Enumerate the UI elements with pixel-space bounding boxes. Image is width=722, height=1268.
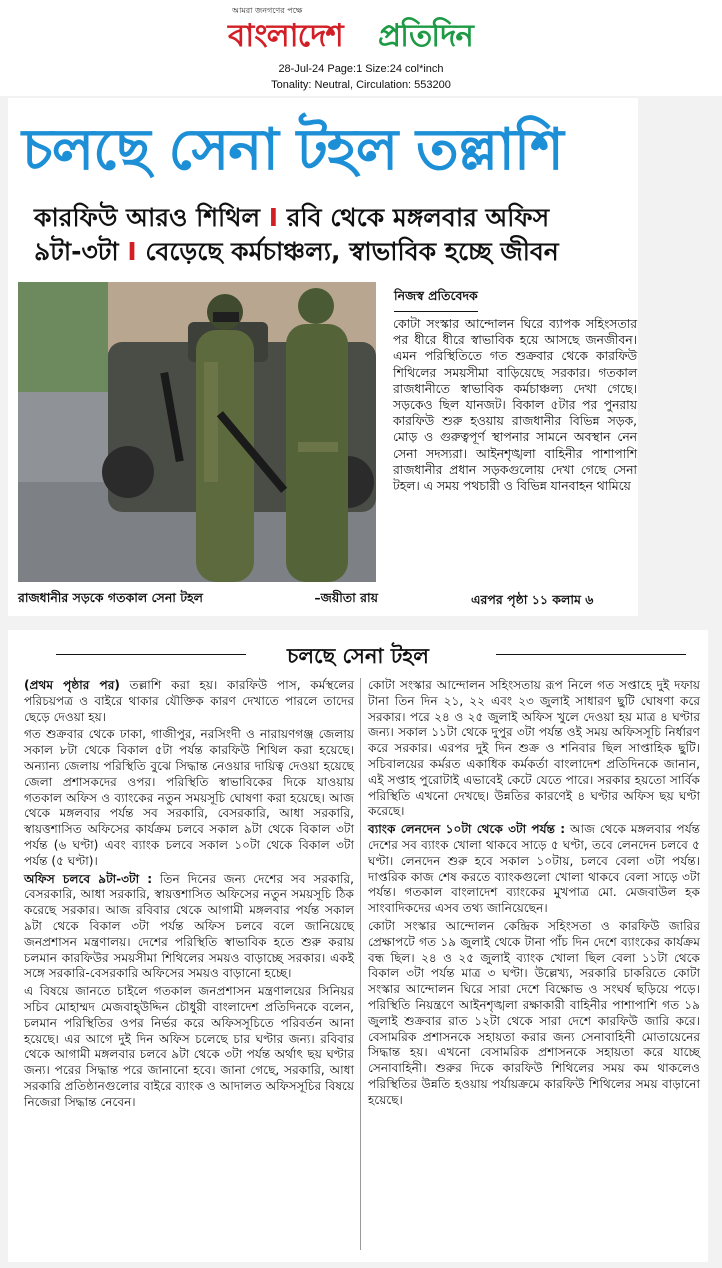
photo-credit: –জয়ীতা রায় [314, 590, 378, 605]
news-photo [18, 282, 376, 582]
subheadline-part: ৯টা-৩টা [34, 237, 119, 266]
separator-bar: I [118, 237, 146, 266]
paragraph [368, 822, 700, 917]
photo-caption [18, 590, 384, 610]
jump-headline: চলছে সেনা টহল [287, 644, 429, 668]
paragraph: কোটা সংস্কার আন্দোলন সহিংসতায় রূপ নিলে গত সপ্তাহে দুই দফায় টানা তিন দিন ২১, ২২ এবং ২৩ জুলাই সাধারণ ছুটি ঘোষণা করে সরকার। পরে ২৪ ও ২৫ জুলাই অফিস খুলে দেওয়া হয় মাত্র ৪ ঘণ্টার জন্য। সকাল ১১টা থেকে দুপুর ৩টা পর্যন্ত ওই সময় অফিসসূচি নির্ধারণ করে সরকার। এরপর দুই দিন শুক্র ও শনিবার ছিল সাপ্তাহিক ছুটি। সচিবালয়ের কর্মরত একাধিক কর্মকর্তা বাংলাদেশ প্রতিদিনকে জানান, এই সপ্তাহ পুরোটাই এভাবেই কেটে যেতে পারে। সরকার হয়তো সার্বিক পরিস্থিতি এখনো দেখছে। উন্নতির কারণেই ৪ ঘণ্টার অফিস ছয় ঘণ্টা করেছে। [368, 678, 700, 819]
paragraph-text: তল্লাশি করা হয়। কারফিউ পাস, কর্মস্থলের পরিচয়পত্র ও বাইরে থাকার যৌক্তিক কারণ দেখাতে পারলে তাদের ছেড়ে দেওয়া হয়। [24, 678, 354, 724]
tonality-info: Tonality: Neutral, Circulation: 553200 [271, 79, 451, 91]
soldiers-patrol-photo [18, 282, 376, 582]
paragraph-lead: (প্রথম পৃষ্ঠার পর) [24, 678, 120, 692]
paragraph-lead: ব্যাংক লেনদেন ১০টা থেকে ৩টা পর্যন্ত : [368, 822, 566, 837]
print-info: 28-Jul-24 Page:1 Size:24 col*inch [278, 63, 444, 75]
subheadline-line1 [34, 202, 549, 234]
headline: চলছে সেনা টহল তল্লাশি [22, 117, 563, 183]
paragraph-text: তিন দিনের জন্য দেশের সব সরকারি, বেসরকারি, আধা সরকারি, স্বায়ত্তশাসিত অফিসের নতুন সময়সূচি ঠিক করেছে সরকার। আজ রবিবার থেকে আগামী মঙ্গলবার পর্যন্ত সকাল ৯টা থেকে বিকাল ৩টা পর্যন্ত অফিস চলবে বলে জানিয়েছে জনপ্রশাসন মন্ত্রণালয়। দেশের পরিস্থিতি স্বাভাবিক হতে শুরু করায় চলমান কারফিউর সময়সীমা শিথিলের সময়ও বাড়াচ্ছে সরকার। একই সঙ্গে সরকারি-বেসরকারি অফিসের সময়ও বাড়ানো হচ্ছে। [24, 871, 355, 981]
article-column-left [24, 678, 354, 1113]
subheadline-line2 [34, 236, 559, 268]
paragraph [24, 678, 354, 725]
paragraph: গত শুক্রবার থেকে ঢাকা, গাজীপুর, নরসিংদী ও নারায়ণগঞ্জ জেলায় সকাল ৮টা থেকে বিকাল ৫টা পর্যন্ত কারফিউ শিথিল করা হয়েছে। অন্যান্য জেলায় পরিস্থিতি বুঝে সিদ্ধান্ত নেওয়ার দায়িত্ব দেওয়া হয়েছে জেলা প্রশাসকদের ওপর। পরিস্থিতি স্বাভাবিকের দিকে যাওয়ায় গতকাল অফিস ও ব্যাংকের নতুন সময়সূচি ঘোষণা করা হয়েছে। আজ থেকে মঙ্গলবার পর্যন্ত সব সরকারি, বেসরকারি, আধা সরকারি, স্বায়ত্তশাসিত অফিসের কার্যক্রম চলবে সকাল ৯টা থেকে বিকাল ৩টা পর্যন্ত (৬ ঘণ্টা) এবং ব্যাংক চলবে সকাল ১০টা থেকে বিকাল ৩টা পর্যন্ত (৫ ঘণ্টা)। [24, 727, 354, 868]
front-page-clip [8, 98, 638, 616]
column-divider [360, 678, 361, 1250]
inside-page-clip [8, 630, 708, 1262]
paragraph [24, 872, 354, 983]
logo-part1: বাংলাদেশ [228, 18, 343, 54]
newspaper-logo [228, 12, 500, 56]
logo-part2: প্রতিদিন [378, 18, 473, 54]
separator-bar: I [260, 203, 287, 232]
article-intro: কোটা সংস্কার আন্দোলন ঘিরে ব্যাপক সহিংসতার পর ধীরে ধীরে স্বাভাবিক হয়ে আসছে জনজীবন। এমন পরিস্থিতিতে গত শুক্রবার থেকে কারফিউ শিথিলের সময়সীমা বাড়িয়েছে সরকার। গতকাল রাজধানীতে স্বাভাবিক কর্মচাঞ্চল্য দেখা গেছে। সড়কেও ছিল যানজট। বিকাল ৫টার পর পুনরায় কারফিউ শুরু হওয়ায় রাজধানীর বিভিন্ন সড়ক, মোড় ও গুরুত্বপূর্ণ স্থাপনার সামনে অবস্থান নেন সেনা সদস্যরা। আইনশৃঙ্খলা বাহিনীর পাশাপাশি রাজধানীর প্রধান সড়কগুলোয় দেখা গেছে সেনা টহল। এ সময় পথচারী ও বিভিন্ন যানবাহন থামিয়ে [393, 317, 637, 494]
masthead [0, 0, 722, 96]
paragraph-text: আজ থেকে মঙ্গলবার পর্যন্ত দেশের সব ব্যাংক খোলা থাকবে সাড়ে ৫ ঘণ্টা, তবে লেনদেন চলবে ৫ ঘণ্টা। লেনদেন শুরু হবে সকাল ১০টায়, চলবে বেলা ৩টা পর্যন্ত। দাপ্তরিক কাজ শেষ করতে ব্যাংকগুলো খোলা থাকবে বেলা সাড়ে ৩টা পর্যন্ত। গতকাল বাংলাদেশ ব্যাংকের মুখপাত্র মো. মেজবাউল হক সাংবাদিকদের এসব তথ্য জানিয়েছেন। [368, 822, 700, 916]
subheadline-part: বেড়েছে কর্মচাঞ্চল্য, স্বাভাবিক হচ্ছে জীবন [145, 237, 559, 266]
paragraph: কোটা সংস্কার আন্দোলন কেন্দ্রিক সহিংসতা ও কারফিউ জারির প্রেক্ষাপটে গত ১৯ জুলাই থেকে টানা পাঁচ দিন দেশে ব্যাংকের কার্যক্রম বন্ধ ছিল। ২৪ ও ২৫ জুলাই ব্যাংক খোলা ছিল বেলা ১১টা থেকে বিকাল ৩টা পর্যন্ত মাত্র ৩ ঘণ্টা। উল্লেখ্য, সরকারি চাকরিতে কোটা সংস্কার আন্দোলন ঘিরে সারা দেশে বিক্ষোভ ও সংঘর্ষ ছড়িয়ে পড়ে। পরিস্থিতি নিয়ন্ত্রণে আইনশৃঙ্খলা রক্ষাকারী বাহিনীর পাশাপাশি গত ১৯ জুলাই শুক্রবার রাত ১২টা থেকে সারা দেশে কারফিউ জারি করে। বেসামরিক প্রশাসনকে সহায়তা করার জন্য সেনাবাহিনী মোতায়েনের সিদ্ধান্ত হয়। এখনো বেসামরিক প্রশাসনকে সহায়তা করে যাচ্ছে সেনাবাহিনী। শুরুর দিকে কারফিউ শিথিলের সময় কম থাকলেও পরিস্থিতির উন্নতি হওয়ায় পর্যায়ক্রমে কারফিউ শিথিলের সময় বাড়ানো হয়েছে। [368, 918, 700, 1107]
title-rule-right [496, 654, 686, 655]
article-column-right [368, 678, 700, 1111]
paragraph-lead: অফিস চলবে ৯টা-৩টা : [24, 871, 153, 886]
byline: নিজস্ব প্রতিবেদক [394, 288, 478, 312]
paragraph: এ বিষয়ে জানতে চাইলে গতকাল জনপ্রশাসন মন্ত্রণালয়ের সিনিয়র সচিব মোহাম্মদ মেজবাহ্উদ্দিন চৌধুরী বাংলাদেশ প্রতিদিনকে বলেন, চলমান পরিস্থিতির ওপর নির্ভর করে অফিসসূচিতে পরিবর্তন আনা হয়েছে। এর আগে দুই দিন অফিস চলেছে চার ঘণ্টার জন্য। রবিবার থেকে আগামী মঙ্গলবার চলবে ৯টা থেকে ৩টা পর্যন্ত অর্থাৎ ছয় ঘণ্টার জন্য। পরের সিদ্ধান্ত পরে জানানো হবে। জানা গেছে, সরকারি, আধা সরকারি প্রতিষ্ঠানগুলোর বাইরে ব্যাংক ও আদালত অফিসসূচির বিষয়ে নিজেরা সিদ্ধান্ত নেবেন। [24, 984, 354, 1109]
subheadline-part: রবি থেকে মঙ্গলবার অফিস [286, 203, 550, 232]
continued-note: এরপর পৃষ্ঠা ১১ কলাম ৬ [471, 592, 594, 607]
subheadline-part: কারফিউ আরও শিথিল [34, 203, 261, 232]
caption-text: রাজধানীর সড়কে গতকাল সেনা টহল [18, 590, 203, 605]
masthead-tagline: আমরা জনগণের পক্ষে [232, 6, 303, 15]
jump-title-row [16, 640, 700, 668]
